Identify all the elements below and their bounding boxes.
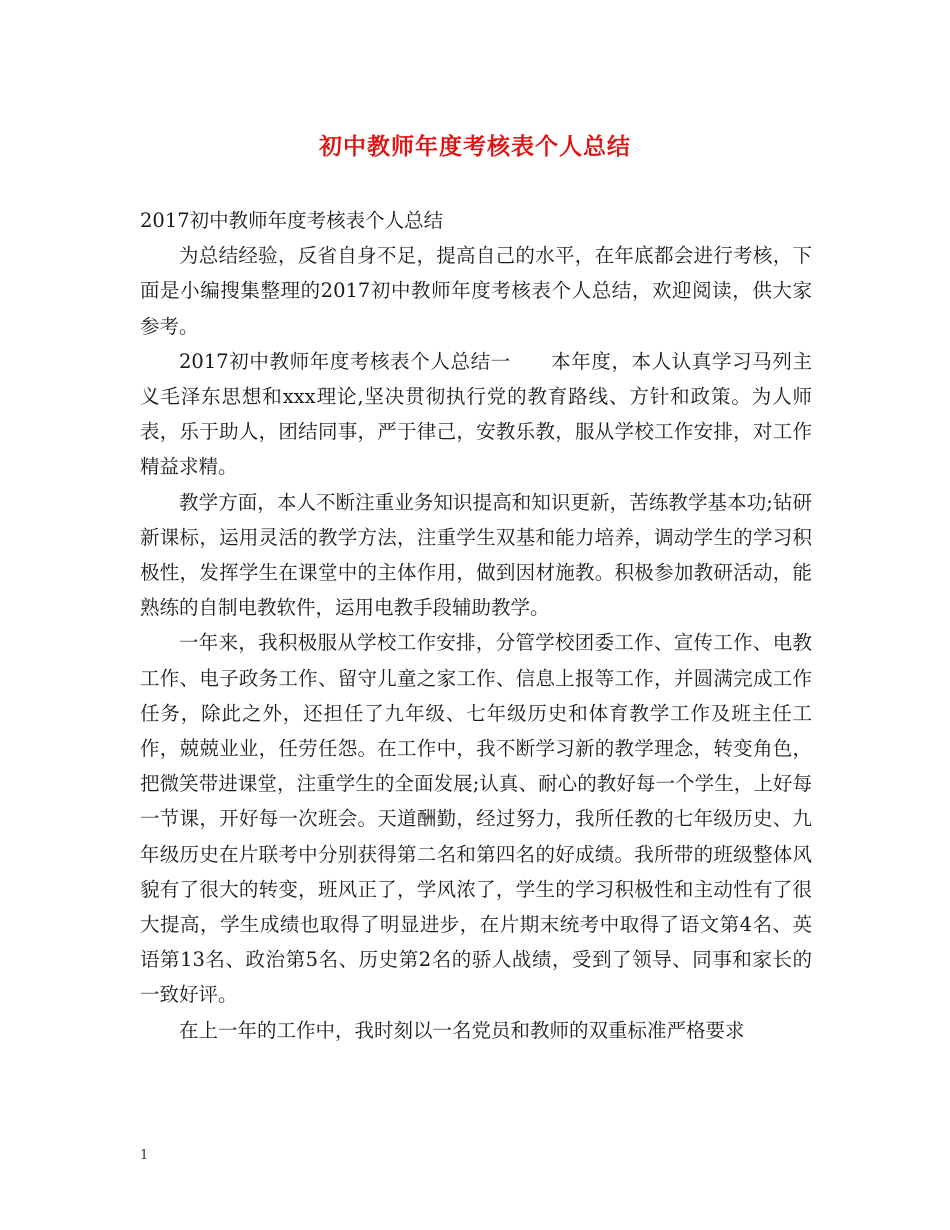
subtitle-paragraph: 2017初中教师年度考核表个人总结 [140, 209, 444, 232]
intro-paragraph: 为总结经验，反省自身不足，提高自己的水平，在年底都会进行考核，下面是小编搜集整理的2017初中教师年度考核表个人总结，欢迎阅读，供大家参考。 [140, 244, 812, 338]
document-body [140, 203, 812, 1048]
body-paragraph: 在上一年的工作中，我时刻以一名党员和教师的双重标准严格要求 [179, 1018, 745, 1042]
body-paragraph: 教学方面，本人不断注重业务知识提高和知识更新，苦练教学基本功;钻研新课标，运用灵活的教学方法，注重学生双基和能力培养，调动学生的学习积极性，发挥学生在课堂中的主体作用，做到因材施教。积极参加教研活动，能熟练的自制电教软件，运用电教手段辅助教学。 [140, 490, 812, 620]
page-number: 1 [140, 1148, 149, 1163]
body-paragraph: 一年来，我积极服从学校工作安排，分管学校团委工作、宣传工作、电教工作、电子政务工作、留守儿童之家工作、信息上报等工作，并圆满完成工作任务，除此之外，还担任了九年级、七年级历史和体育教学工作及班主任工作，兢兢业业，任劳任怨。在工作中，我不断学习新的教学理念，转变角色，把微笑带进课堂，注重学生的全面发展;认真、耐心的教好每一个学生，上好每一节课，开好每一次班会。天道酬勤，经过努力，我所任教的七年级历史、九年级历史在片联考中分别获得第二名和第四名的好成绩。我所带的班级整体风貌有了很大的转变，班风正了，学风浓了，学生的学习积极性和主动性有了很大提高，学生成绩也取得了明显进步，在片期末统考中取得了语文第4名、英语第13名、政治第5名、历史第2名的骄人战绩，受到了领导、同事和家长的一致好评。 [140, 631, 812, 1007]
document-title: 初中教师年度考核表个人总结 [319, 133, 631, 160]
body-paragraph: 2017初中教师年度考核表个人总结一 本年度，本人认真学习马列主义毛泽东思想和xxx理论,坚决贯彻执行党的教育路线、方针和政策。为人师表，乐于助人，团结同事，严于律己，安教乐教，服从学校工作安排，对工作精益求精。 [140, 349, 812, 479]
